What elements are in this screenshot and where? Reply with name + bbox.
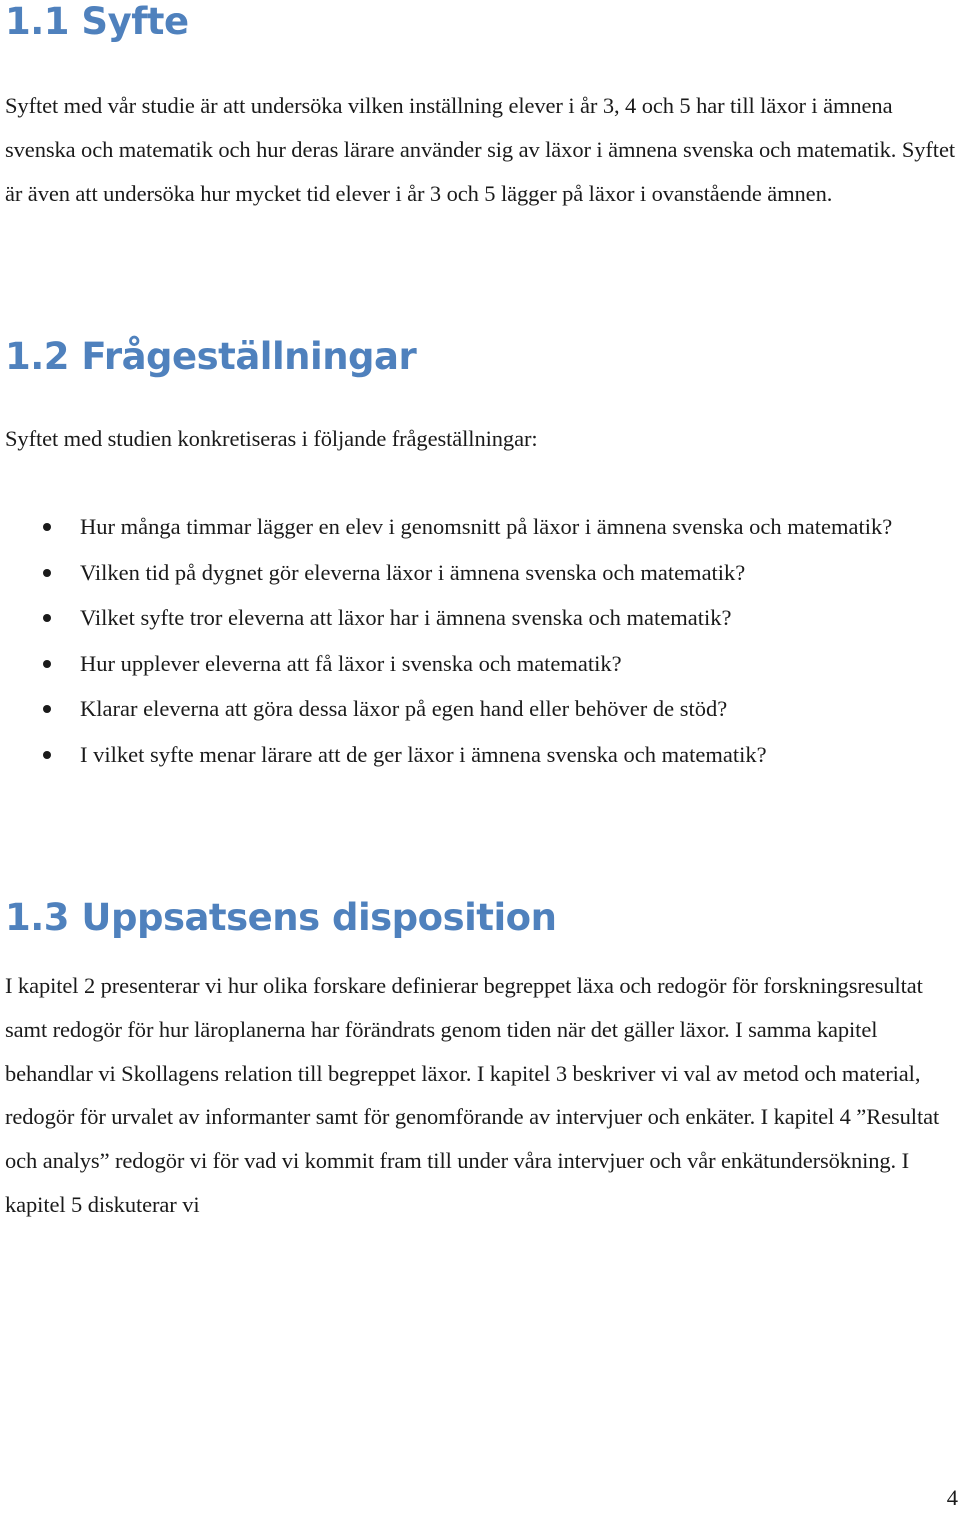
question-list xyxy=(0,505,900,778)
list-item xyxy=(0,687,900,731)
list-item xyxy=(0,642,900,686)
list-item xyxy=(0,733,900,777)
paragraph-syfte: Syftet med vår studie är att undersöka vilken inställning elever i år 3, 4 och 5 har till läxor i ämnena svenska och matematik och hur deras lärare använder sig av läxor i ämnena svenska och matematik. Syftet är även att undersöka hur mycket tid elever i år 3 och 5 lägger på läxor i ovanstående ämnen. xyxy=(5,93,955,206)
paragraph-disposition: I kapitel 2 presenterar vi hur olika forskare definierar begreppet läxa och redogör för forskningsresultat samt redogör för hur läroplanerna har förändrats genom tiden när det gäller läxor. I samma kapitel behandlar vi Skollagens relation till begreppet läxor. I kapitel 3 beskriver vi val av metod och material, redogör för urvalet av informanter samt för genomförande av intervjuer och enkäter. I kapitel 4 ”Resultat och analys” redogör vi för vad vi kommit fram till under våra intervjuer och vår enkätundersökning. I kapitel 5 diskuterar vi xyxy=(5,973,940,1217)
section-heading-fragestallningar: 1.2 Frågeställningar xyxy=(5,335,417,378)
list-item-text: Vilken tid på dygnet gör eleverna läxor i ämnena svenska och matematik? xyxy=(80,559,746,585)
bullet-icon xyxy=(43,751,51,759)
list-item xyxy=(0,596,900,640)
bullet-icon xyxy=(43,523,51,531)
list-item xyxy=(0,505,900,549)
list-item-text: Hur upplever eleverna att få läxor i svenska och matematik? xyxy=(80,650,622,676)
paragraph-fragestallningar-intro: Syftet med studien konkretiseras i följande frågeställningar: xyxy=(5,426,538,451)
section-heading-disposition: 1.3 Uppsatsens disposition xyxy=(5,896,557,939)
list-item-text: I vilket syfte menar lärare att de ger läxor i ämnena svenska och matematik? xyxy=(80,741,767,767)
list-item-text: Vilket syfte tror eleverna att läxor har i ämnena svenska och matematik? xyxy=(80,605,732,630)
list-item-text: Hur många timmar lägger en elev i genomsnitt på läxor i ämnena svenska och matematik? xyxy=(80,514,893,539)
bullet-icon xyxy=(43,705,51,713)
bullet-icon xyxy=(43,660,51,668)
list-item-text: Klarar eleverna att göra dessa läxor på egen hand eller behöver de stöd? xyxy=(80,696,728,721)
list-item xyxy=(0,551,900,595)
section-heading-syfte: 1.1 Syfte xyxy=(5,0,189,43)
bullet-icon xyxy=(43,614,51,622)
bullet-icon xyxy=(43,569,51,577)
page-number: 4 xyxy=(946,1485,958,1510)
